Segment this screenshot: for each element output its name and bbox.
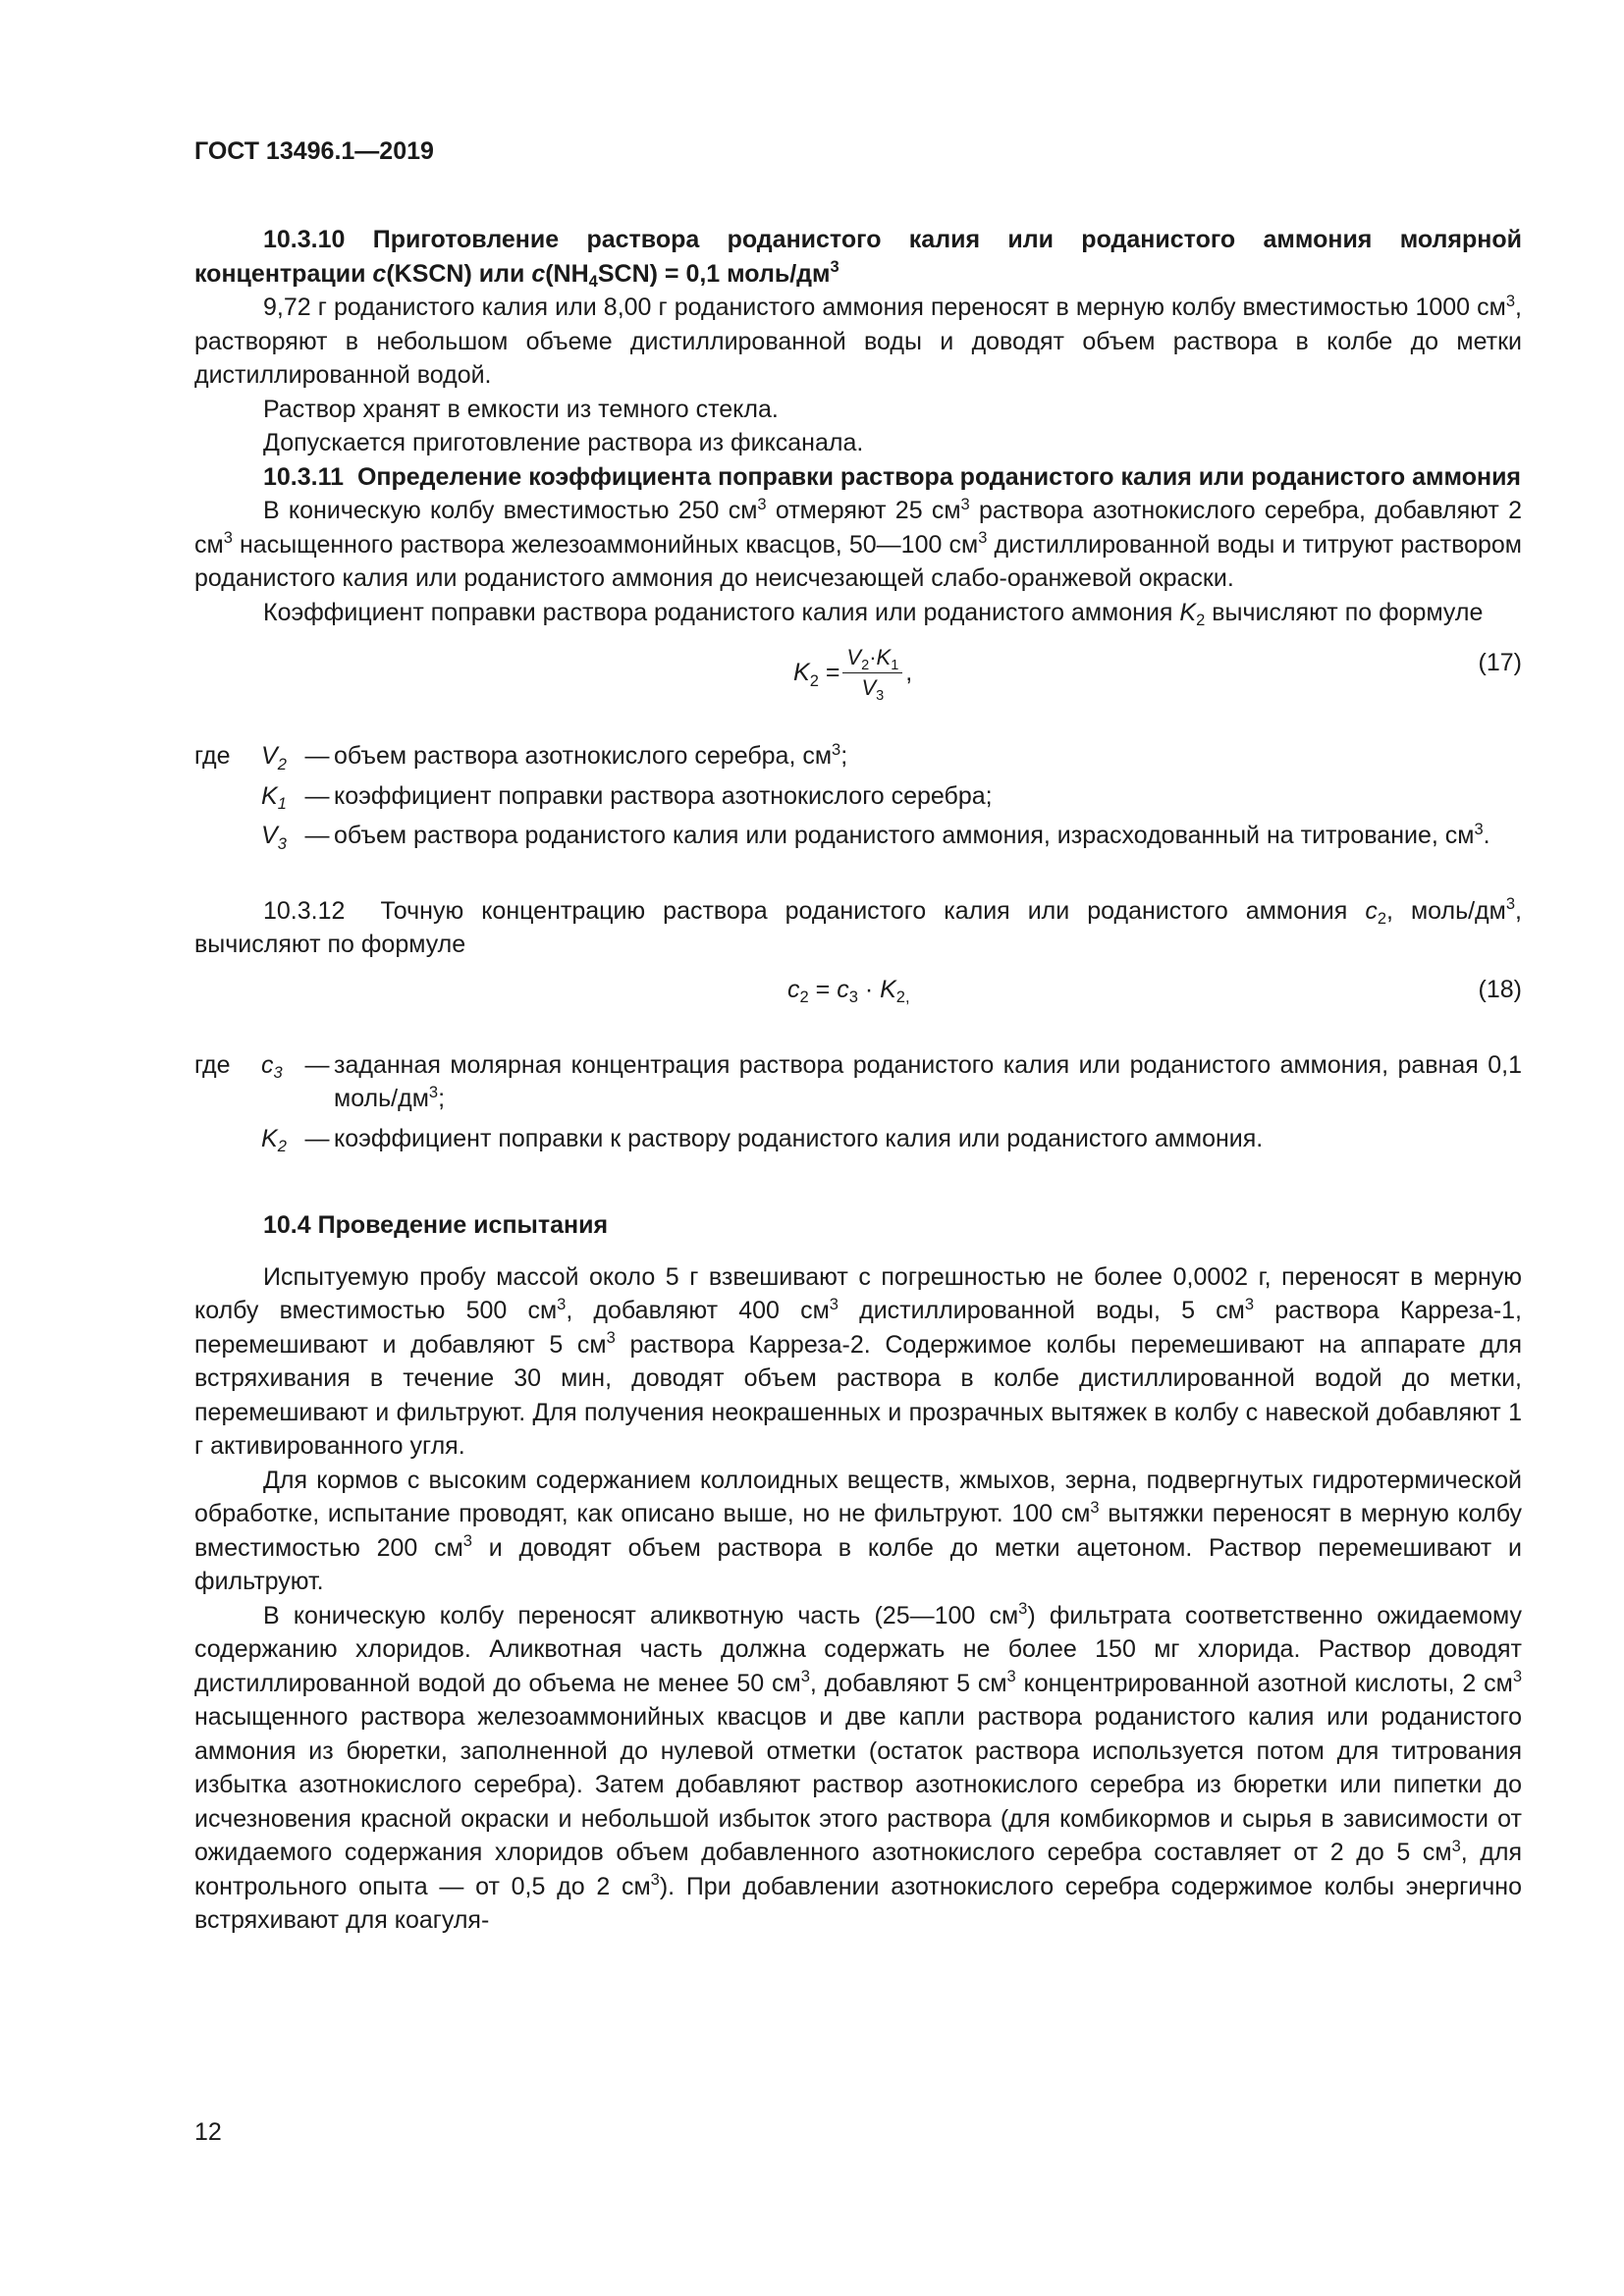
section-number: 10.3.10	[263, 226, 346, 253]
equation-number: (18)	[1478, 975, 1522, 1003]
text: , добавляют 400 см	[566, 1297, 830, 1324]
definition-text	[334, 1048, 1522, 1116]
text: ). При добавлении азотнокислого серебра содержимое колбы энергично встряхивают для коагуля-	[194, 1872, 1522, 1934]
section-number: 10.4	[263, 1211, 311, 1239]
text: , добавляют 5 см	[809, 1669, 1007, 1697]
definition-row: $V_3$ — объем раствора роданистого калия или роданистого аммония, израсходованный на титрование, $см^3$.	[194, 819, 1522, 853]
formula-18	[194, 970, 1522, 1021]
definition-row: где $V_2$ — объем раствора азотнокислого серебра, $см^3$;	[194, 739, 1522, 774]
paragraph-10-3-12: 10.3.12 Точную концентрацию раствора роданистого калия или роданистого аммония $c_2$, моль/$дм^3$, вычисляют по формуле	[194, 895, 1522, 958]
text: В коническую колбу переносят аликвотную часть (25—100 см	[263, 1601, 1019, 1629]
text: раствора Карреза-2. Содержимое колбы перемешивают на аппарате для встряхивания в течение 30 мин, доводят объем раствора в колбе дистиллированной водой до метки, перемешивают и фильтруют. Для получения неокрашенных и прозрачных вытяжек в колбу с навеской добавляют 1 г активированного угля.	[194, 1330, 1522, 1460]
heading-text: (NH	[545, 259, 589, 288]
text: раствора азотнокислого серебра, добавляют 2 см	[194, 497, 1522, 559]
text: и доводят объем раствора в колбе до метки ацетоном. Раствор перемешивают и фильтруют.	[194, 1533, 1522, 1595]
standard-header: ГОСТ 13496.1—2019	[194, 137, 434, 165]
definition-row: $K_2$ — коэффициент поправки к раствору роданистого калия или роданистого аммония.	[194, 1122, 1522, 1156]
text: насыщенного раствора железоаммонийных квасцов, 50—100 см	[232, 530, 979, 559]
text: ;	[840, 742, 848, 770]
text: Для кормов с высоким содержанием коллоидных веществ, жмыхов, зерна, подвергнутых гидротермической обработке, испытание проводят, как описано выше, но не фильтруют. 100 см	[194, 1466, 1522, 1527]
heading-text: Проведение испытания	[317, 1211, 609, 1239]
symbol-letter: V	[261, 742, 278, 770]
definition-text	[334, 819, 1522, 853]
formula-expression: $c_2 = c_3 \cdot K_{2,}$	[787, 975, 910, 1007]
symbol-subscript: 2	[277, 1138, 287, 1156]
section-number: 10.3.11	[263, 462, 345, 491]
section-10-4-heading	[194, 1208, 1522, 1243]
definition-row: $K_1$ — коэффициент поправки раствора азотнокислого серебра;	[194, 779, 1522, 814]
text: ;	[438, 1085, 446, 1112]
paragraph: 9,72 г роданистого калия или 8,00 г роданистого аммония переносят в мерную колбу вместимостью 1000 $см^3$, растворяют в небольшом объеме дистиллированной воды и доводят объем раствора в колбе до метки дистиллированной водой.	[194, 292, 1522, 389]
paragraph: Для кормов с высоким содержанием коллоидных веществ, жмыхов, зерна, подвергнутых гидротермической обработке, испытание проводят, как описано выше, но не фильтруют. 100 $см^3$ вытяжки переносят в мерную колбу вместимостью 200 $см^3$ и доводят объем раствора в колбе до метки ацетоном. Раствор перемешивают и фильтруют.	[194, 1466, 1522, 1595]
definition-text: коэффициент поправки к раствору роданистого калия или роданистого аммония.	[334, 1124, 1264, 1152]
superscript: 3	[1474, 820, 1484, 838]
heading-text: Приготовление раствора роданистого калия или роданистого аммония молярной концентрации	[194, 226, 1523, 288]
text: заданная молярная концентрация раствора роданистого калия или роданистого аммония, равная 0,1 моль/дм	[334, 1050, 1522, 1112]
symbol	[261, 1048, 300, 1116]
definition-row: где $c_3$ — заданная молярная концентрация раствора роданистого калия или роданистого аммония, равная 0,1 моль/$дм^3$;	[194, 1048, 1522, 1116]
superscript: 3	[428, 1083, 439, 1101]
text: , вычисляют по формуле	[194, 896, 1522, 958]
text: отмеряют 25 см	[766, 497, 961, 524]
text: ) фильтрата соответственно ожидаемому содержанию хлоридов. Аликвотная часть должна содержать не более 150 мг хлорида. Раствор доводят дистиллированной водой до объема не менее 50 см	[194, 1601, 1522, 1697]
section-number: 10.3.12	[263, 896, 346, 925]
symbol-subscript: 3	[277, 834, 287, 853]
symbol	[261, 819, 300, 853]
symbol-subscript: 3	[273, 1064, 283, 1083]
where-label: где	[194, 1050, 231, 1079]
symbol-letter: V	[261, 822, 278, 849]
superscript: 3	[832, 740, 841, 759]
heading-text: Определение коэффициента поправки раствора роданистого калия или роданистого аммония	[356, 462, 1522, 491]
definition-text	[334, 739, 1522, 774]
text: .	[1483, 822, 1490, 849]
document-page	[194, 137, 1522, 1938]
symbol-letter: c	[261, 1050, 274, 1079]
formula-expression: $K_2$ = $\frac{V_2\cdot K_1}{V_3}$ ,	[793, 645, 913, 705]
text: объем раствора роданистого калия или роданистого аммония, израсходованный на титрование, см	[334, 822, 1475, 849]
paragraph: В коническую колбу переносят аликвотную часть (25—100 $см^3$) фильтрата соответственно ожидаемому содержанию хлоридов. Аликвотная часть должна содержать не более 150 мг хлорида. Раствор доводят дистиллированной водой до объема не менее 50 $см^3$, добавляют 5 $см^3$ концентрированной азотной кислоты, 2 $см^3$ насыщенного раствора железоаммонийных квасцов и две капли раствора роданистого калия или роданистого аммония из бюретки, заполненной до нулевой отметки (остаток раствора используется потом для титрования избытка азотнокислого серебра). Затем добавляют раствор азотнокислого серебра из бюретки или пипетки до исчезновения красной окраски и небольшой избыток этого раствора (для комбикормов и сырья в зависимости от ожидаемого содержания хлоридов объем добавленного азотнокислого серебра составляет от 2 до 5 $см^3$, для контрольного опыта — от 0,5 до 2 $см^3$). При добавлении азотнокислого серебра содержимое колбы энергично встряхивают для коагуля-	[194, 1600, 1523, 1934]
text: дистиллированной воды и титруют раствором роданистого калия или роданистого аммония до неисчезающей слабо-оранжевой окраски.	[194, 530, 1522, 592]
text: , для контрольного опыта — от 0,5 до 2 см	[194, 1839, 1522, 1900]
symbol-subscript: 2	[277, 755, 287, 774]
paragraph: Коэффициент поправки раствора роданистого калия или роданистого аммония $K_2$ вычисляют по формуле	[263, 598, 1484, 630]
page-number: 12	[194, 2118, 222, 2146]
symbol-letter: K	[261, 1124, 278, 1152]
text: объем раствора азотнокислого серебра, см	[334, 742, 833, 770]
symbol	[261, 739, 300, 774]
paragraph: Допускается приготовление раствора из фиксанала.	[263, 429, 864, 456]
text: раствора Карреза-1, перемешивают и добавляют 5 см	[194, 1297, 1523, 1359]
text: , моль/дм	[1386, 896, 1506, 925]
fraction: $\frac{V_2\cdot K_1}{V_3}$	[842, 645, 902, 701]
text: В коническую колбу вместимостью 250 см	[263, 497, 758, 524]
where-label: где	[194, 742, 231, 770]
section-10-3-11-heading	[194, 460, 1522, 495]
definitions-18	[194, 1048, 1522, 1156]
text: , растворяют в небольшом объеме дистиллированной воды и доводят объем раствора в колбе до метки дистиллированной водой.	[194, 294, 1522, 389]
definition-text: коэффициент поправки раствора азотнокислого серебра;	[334, 781, 993, 810]
definitions-17	[194, 739, 1522, 853]
section-10-3-10-heading: 10.3.10 Приготовление раствора роданистого калия или роданистого аммония молярной концентрации c(KSCN) или $c(NH_4SCN) = 0,1$ моль/$дм^3$	[194, 226, 1523, 292]
heading-text: SCN) = 0,1 моль/дм	[597, 259, 831, 288]
symbol-letter: K	[261, 781, 278, 810]
paragraph: Раствор хранят в емкости из темного стекла.	[263, 395, 779, 423]
symbol	[261, 779, 300, 814]
paragraph: Испытуемую пробу массой около 5 г взвешивают с погрешностью не более 0,0002 г, переносят в мерную колбу вместимостью 500 $см^3$, добавляют 400 $см^3$ дистиллированной воды, 5 $см^3$ раствора Карреза-1, перемешивают и добавляют 5 $см^3$ раствора Карреза-2. Содержимое колбы перемешивают на аппарате для встряхивания в течение 30 мин, доводят объем раствора в колбе дистиллированной водой до метки, перемешивают и фильтруют. Для получения неокрашенных и прозрачных вытяжек в колбу с навеской добавляют 1 г активированного угля.	[194, 1262, 1523, 1460]
text: вытяжки переносят в мерную колбу вместимостью 200 см	[194, 1500, 1522, 1562]
symbol	[261, 1122, 300, 1156]
text: Испытуемую пробу массой около 5 г взвешивают с погрешностью не более 0,0002 г, переносят в мерную колбу вместимостью 500 см	[194, 1262, 1522, 1324]
text: Коэффициент поправки раствора роданистого калия или роданистого аммония	[263, 598, 1180, 626]
text: Точную концентрацию раствора роданистого калия или роданистого аммония	[380, 896, 1366, 925]
symbol-subscript: 1	[277, 795, 287, 814]
heading-text: (KSCN) или	[386, 259, 532, 288]
text: вычисляют по формуле	[1205, 598, 1484, 626]
text: дистиллированной воды, 5 см	[838, 1297, 1245, 1324]
text: насыщенного раствора железоаммонийных квасцов и две капли раствора роданистого калия или роданистого аммония из бюретки, заполненной до нулевой отметки (остаток раствора используется потом для титрования избытка азотнокислого серебра). Затем добавляют раствор азотнокислого серебра из бюретки или пипетки до исчезновения красной окраски и небольшой избыток этого раствора (для комбикормов и сырья в зависимости от ожидаемого содержания хлоридов объем добавленного азотнокислого серебра составляет от 2 до 5 см	[194, 1703, 1522, 1866]
paragraph: В коническую колбу вместимостью 250 $см^3$ отмеряют 25 $см^3$ раствора азотнокислого серебра, добавляют 2 $см^3$ насыщенного раствора железоаммонийных квасцов, 50—100 $см^3$ дистиллированной воды и титруют раствором роданистого калия или роданистого аммония до неисчезающей слабо-оранжевой окраски.	[194, 495, 1522, 592]
equation-number: (17)	[1478, 649, 1522, 676]
formula-17	[194, 639, 1522, 723]
text: концентрированной азотной кислоты, 2 см	[1015, 1669, 1513, 1697]
text: 9,72 г роданистого калия или 8,00 г роданистого аммония переносят в мерную колбу вместимостью 1000 см	[263, 294, 1506, 321]
